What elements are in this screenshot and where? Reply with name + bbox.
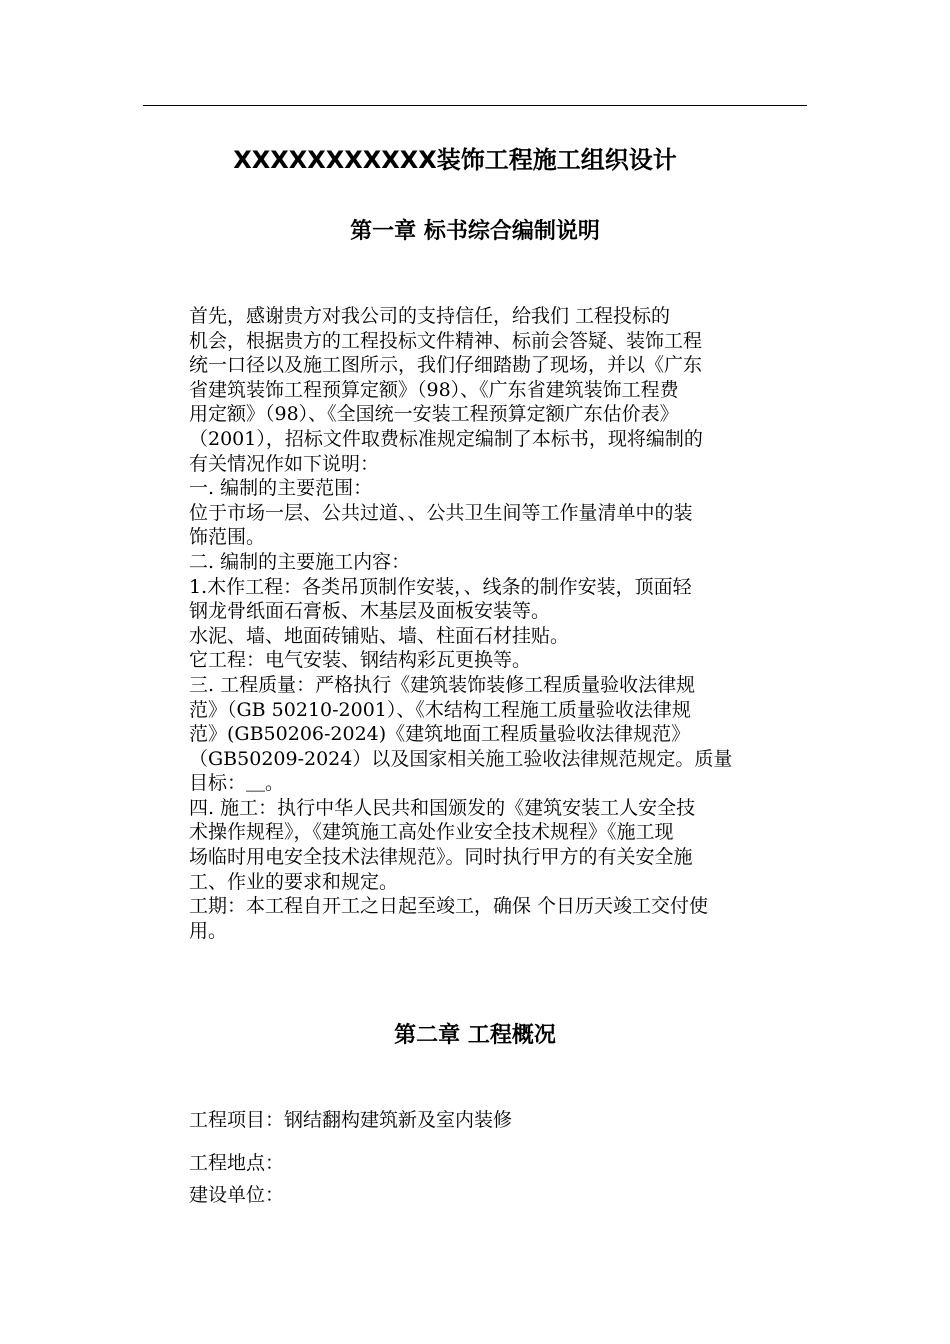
body-line: 场临时用电安全技术法律规范》。同时执行甲方的有关安全施 xyxy=(189,846,693,869)
body-line: 用。 xyxy=(189,919,228,942)
body-line: 统一口径以及施工图所示，我们仔细踏勘了现场，并以《广东 xyxy=(189,354,703,377)
body-line: （2001），招标文件取费标准规定编制了本标书，现将编制的 xyxy=(189,427,703,450)
chapter-1-body xyxy=(189,304,807,943)
section-heading-safety: 四. 施工：执行中华人民共和国颁发的《建筑安装工人安全技 xyxy=(189,796,696,819)
body-line: 省建筑装饰工程预算定额》（98）、《广东省建筑装饰工程费 xyxy=(189,378,679,401)
body-line: 有关情况作如下说明： xyxy=(189,452,380,475)
body-line: 首先，感谢贵方对我公司的支持信任，给我们 工程投标的 xyxy=(189,305,671,327)
body-line: （GB50209-2024）以及国家相关施工验收法律规范规定。质量 xyxy=(189,747,733,770)
header-rule xyxy=(143,105,807,106)
project-name-line: 工程项目：钢结翻构建筑新及室内装修 xyxy=(189,1109,513,1131)
body-line: 范》（GB 50210-2001）、《木结构工程施工质量验收法律规 xyxy=(189,698,691,721)
body-line: 工期：本工程自开工之日起至竣工，确保 个日历天竣工交付使 xyxy=(189,895,709,918)
body-line: 用定额》（98）、《全国统一安装工程预算定额广东估价表》 xyxy=(189,403,679,426)
body-line: 工、作业的要求和规定。 xyxy=(189,870,399,893)
builder-line: 建设单位： xyxy=(189,1184,285,1206)
chapter-2-heading: 第二章 工程概况 xyxy=(394,1023,556,1048)
project-location-line: 工程地点： xyxy=(189,1152,285,1174)
body-line: 术操作规程》，《建筑施工高处作业安全技术规程》《施工现 xyxy=(189,821,674,844)
body-line: 目标：＿。 xyxy=(189,772,285,795)
section-heading-quality: 三. 工程质量：严格执行《建筑装饰装修工程质量验收法律规 xyxy=(189,673,696,696)
chapter-1-heading: 第一章 标书综合编制说明 xyxy=(350,219,600,244)
body-line: 饰范围。 xyxy=(189,526,266,549)
document-title: XXXXXXXXXXX装饰工程施工组织设计 xyxy=(233,146,677,174)
section-heading-content: 二. 编制的主要施工内容： xyxy=(189,550,411,573)
section-heading-scope: 一. 编制的主要范围： xyxy=(189,477,373,500)
body-line: 位于市场一层、公共过道、、公共卫生间等工作量清单中的装 xyxy=(189,501,693,524)
body-line: 机会，根据贵方的工程投标文件精神、标前会答疑、装饰工程 xyxy=(189,329,703,352)
body-line: 范》(GB50206-2024)《建筑地面工程质量验收法律规范》 xyxy=(189,723,691,746)
body-line: 水泥、墙、地面砖铺贴、墙、柱面石材挂贴。 xyxy=(189,624,570,647)
body-line: 它工程：电气安装、钢结构彩瓦更换等。 xyxy=(189,649,532,672)
body-line: 钢龙骨纸面石膏板、木基层及面板安装等。 xyxy=(189,600,551,623)
body-line: 1.木作工程：各类吊顶制作安装，、线条的制作安装，顶面轻 xyxy=(189,575,692,598)
